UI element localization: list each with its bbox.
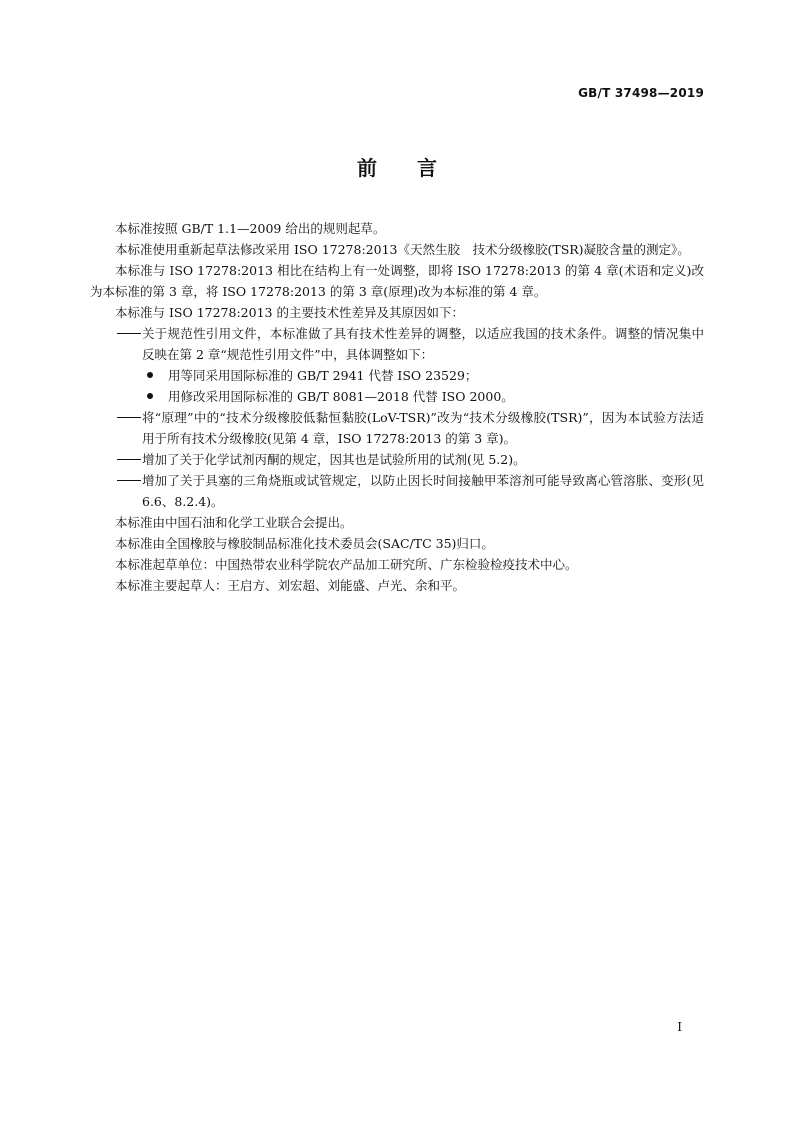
dash-list-item (90, 407, 704, 449)
bullet-item-text: 用等同采用国际标准的 GB/T 2941 代替 ISO 23529； (168, 368, 478, 383)
dash-item-text: 将“原理”中的“技术分级橡胶低黏恒黏胶(LoV-TSR)”改为“技术分级橡胶(TSR)”，因为本试验方法适用于所有技术分级橡胶(见第 4 章，ISO 17278:2013 的第 3 章)。 (142, 410, 704, 446)
paragraph: 本标准由中国石油和化学工业联合会提出。 (115, 515, 353, 530)
dash-mark (117, 480, 141, 481)
paragraph: 本标准使用重新起草法修改采用 ISO 17278:2013《天然生胶 技术分级橡胶(TSR)凝胶含量的测定》。 (115, 242, 690, 257)
paragraph: 本标准主要起草人：王启方、刘宏超、刘能盛、卢光、余和平。 (115, 578, 466, 593)
dash-item-text: 增加了关于具塞的三角烧瓶或试管规定，以防止因长时间接触甲苯溶剂可能导致离心管溶胀、变形(见 6.6、8.2.4)。 (142, 473, 704, 509)
dash-list-item (90, 470, 704, 512)
document-body (90, 218, 704, 596)
bullet-dot-icon (147, 372, 153, 378)
paragraph: 本标准与 ISO 17278:2013 的主要技术性差异及其原因如下： (115, 305, 464, 320)
dash-mark (117, 333, 141, 334)
paragraph: 本标准与 ISO 17278:2013 相比在结构上有一处调整，即将 ISO 17278:2013 的第 4 章(术语和定义)改为本标准的第 3 章，将 ISO 17278:2013 的第 3 章(原理)改为本标准的第 4 章。 (90, 263, 704, 299)
bullet-item (90, 365, 704, 386)
dash-item-text: 关于规范性引用文件，本标准做了具有技术性差异的调整，以适应我国的技术条件。调整的情况集中反映在第 2 章“规范性引用文件”中，具体调整如下： (142, 326, 704, 362)
paragraph: 本标准由全国橡胶与橡胶制品标准化技术委员会(SAC/TC 35)归口。 (115, 536, 494, 551)
paragraph: 本标准按照 GB/T 1.1—2009 给出的规则起草。 (115, 221, 386, 236)
bullet-list (90, 365, 704, 407)
standard-code: GB/T 37498—2019 (578, 86, 704, 100)
dash-mark (117, 417, 141, 418)
page-number: I (677, 1020, 682, 1034)
dash-mark (117, 459, 141, 460)
page-title: 前言 (357, 156, 477, 180)
bullet-dot-icon (147, 393, 153, 399)
bullet-item (90, 386, 704, 407)
dash-list-item (90, 449, 704, 470)
dash-item-text: 增加了关于化学试剂丙酮的规定，因其也是试验所用的试剂(见 5.2)。 (142, 452, 526, 467)
paragraph: 本标准起草单位：中国热带农业科学院农产品加工研究所、广东检验检疫技术中心。 (115, 557, 578, 572)
dash-list-item (90, 323, 704, 365)
bullet-item-text: 用修改采用国际标准的 GB/T 8081—2018 代替 ISO 2000。 (168, 389, 514, 404)
